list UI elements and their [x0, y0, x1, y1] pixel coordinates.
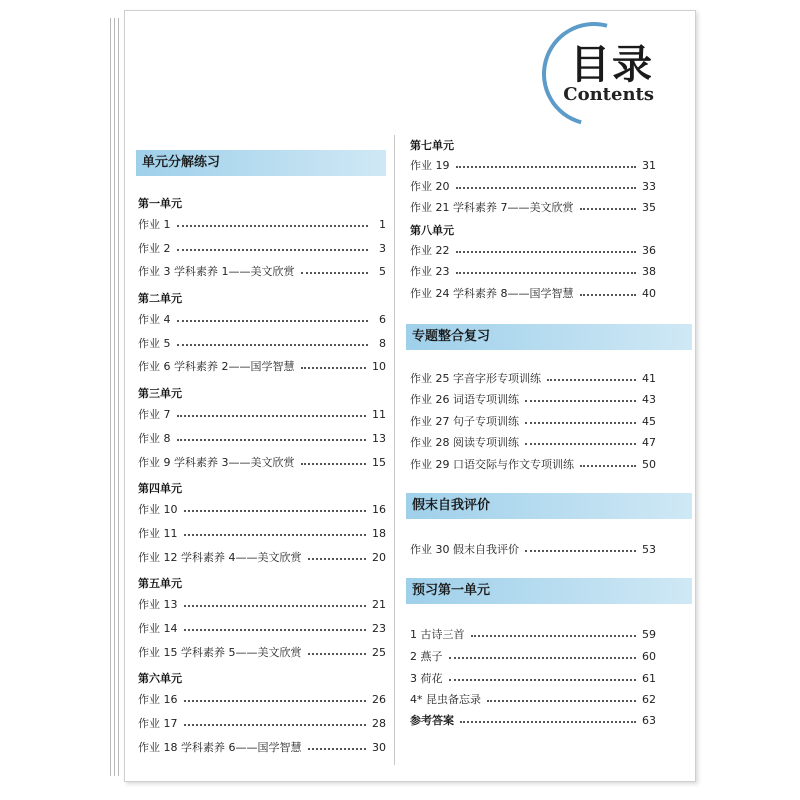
dot-leader — [449, 657, 637, 659]
toc-entry[interactable] — [410, 262, 656, 280]
toc-entry-label: 作业 30 假末自我评价 — [410, 543, 519, 556]
toc-entry-label: 作业 21 学科素养 7——美文欣赏 — [410, 201, 574, 214]
toc-entry[interactable] — [138, 310, 386, 328]
dot-leader — [308, 558, 367, 560]
dot-leader — [456, 272, 637, 274]
toc-entry-page: 50 — [642, 457, 656, 471]
toc-entry[interactable] — [138, 215, 386, 233]
toc-entry[interactable] — [138, 239, 386, 257]
dot-leader — [184, 700, 367, 702]
toc-entry-label: 作业 10 — [138, 503, 178, 516]
toc-entry[interactable] — [138, 429, 386, 447]
toc-entry-answers[interactable] — [410, 711, 656, 729]
toc-entry-label: 作业 7 — [138, 408, 171, 421]
toc-entry-label: 作业 27 句子专项训练 — [410, 415, 519, 428]
toc-entry-page: 36 — [642, 243, 656, 257]
toc-entry-label: 作业 2 — [138, 242, 171, 255]
answers-label: 参考答案 — [410, 714, 454, 727]
toc-entry[interactable] — [138, 524, 386, 542]
dot-leader — [177, 344, 369, 346]
toc-entry[interactable] — [138, 595, 386, 613]
toc-entry-page: 15 — [372, 455, 386, 469]
dot-leader — [184, 724, 367, 726]
dot-leader — [449, 679, 637, 681]
toc-entry[interactable] — [138, 738, 386, 756]
answers-page: 63 — [642, 713, 656, 727]
toc-entry-label: 作业 28 阅读专项训练 — [410, 436, 519, 449]
unit-heading: 第六单元 — [138, 672, 182, 685]
toc-entry-label: 作业 20 — [410, 180, 450, 193]
page-stack-edge — [114, 18, 117, 776]
toc-entry-label: 作业 19 — [410, 159, 450, 172]
dot-leader — [525, 443, 636, 445]
toc-entry-label: 作业 26 词语专项训练 — [410, 393, 519, 406]
toc-entry-label: 作业 3 学科素养 1——美文欣赏 — [138, 265, 295, 278]
toc-entry-page: 20 — [372, 550, 386, 564]
dot-leader — [525, 550, 636, 552]
toc-entry-page: 5 — [379, 264, 386, 278]
toc-entry[interactable] — [138, 453, 386, 471]
dot-leader — [580, 294, 637, 296]
toc-entry[interactable] — [410, 647, 656, 665]
toc-entry-label: 作业 23 — [410, 265, 450, 278]
unit-heading: 第八单元 — [410, 224, 454, 237]
dot-leader — [580, 208, 637, 210]
toc-entry-label: 2 燕子 — [410, 650, 443, 663]
toc-entry-page: 3 — [379, 241, 386, 255]
toc-entry[interactable] — [410, 177, 656, 195]
toc-entry[interactable] — [410, 241, 656, 259]
toc-entry-page: 18 — [372, 526, 386, 540]
toc-entry[interactable] — [410, 455, 656, 473]
dot-leader — [460, 721, 636, 723]
dot-leader — [184, 629, 367, 631]
toc-entry-page: 62 — [642, 692, 656, 706]
unit-heading: 第五单元 — [138, 577, 182, 590]
dot-leader — [525, 422, 636, 424]
unit-heading: 第三单元 — [138, 387, 182, 400]
page-stack-edge — [110, 18, 113, 776]
toc-entry[interactable] — [410, 412, 656, 430]
title-chinese: 目录 — [570, 42, 654, 88]
toc-entry-page: 13 — [372, 431, 386, 445]
dot-leader — [177, 249, 369, 251]
toc-entry-page: 41 — [642, 371, 656, 385]
dot-leader — [301, 463, 367, 465]
toc-entry-page: 47 — [642, 435, 656, 449]
toc-entry[interactable] — [410, 540, 656, 558]
toc-entry-label: 作业 16 — [138, 693, 178, 706]
toc-entry-label: 作业 29 口语交际与作文专项训练 — [410, 458, 574, 471]
toc-entry-label: 作业 4 — [138, 313, 171, 326]
toc-entry[interactable] — [138, 262, 386, 280]
section-bar-topic-review: 专题整合复习 — [406, 324, 692, 350]
toc-entry-page: 8 — [379, 336, 386, 350]
toc-entry[interactable] — [138, 500, 386, 518]
toc-entry[interactable] — [138, 357, 386, 375]
toc-entry[interactable] — [410, 625, 656, 643]
unit-heading: 第一单元 — [138, 197, 182, 210]
toc-entry[interactable] — [410, 156, 656, 174]
dot-leader — [184, 605, 367, 607]
toc-entry-label: 作业 18 学科素养 6——国学智慧 — [138, 741, 302, 754]
page-stack-edge — [118, 18, 121, 776]
dot-leader — [177, 415, 367, 417]
dot-leader — [547, 379, 636, 381]
dot-leader — [456, 251, 637, 253]
toc-entry-page: 23 — [372, 621, 386, 635]
dot-leader — [580, 465, 636, 467]
toc-entry-label: 3 荷花 — [410, 672, 443, 685]
toc-entry-label: 4* 昆虫备忘录 — [410, 693, 481, 706]
toc-entry-label: 作业 17 — [138, 717, 178, 730]
toc-entry[interactable] — [138, 548, 386, 566]
toc-entry-page: 35 — [642, 200, 656, 214]
section-bar-preview: 预习第一单元 — [406, 578, 692, 604]
dot-leader — [456, 187, 637, 189]
toc-entry-label: 作业 11 — [138, 527, 178, 540]
toc-entry-label: 作业 13 — [138, 598, 178, 611]
toc-entry-label: 作业 8 — [138, 432, 171, 445]
toc-entry-page: 33 — [642, 179, 656, 193]
dot-leader — [487, 700, 636, 702]
toc-entry-page: 38 — [642, 264, 656, 278]
toc-entry-page: 53 — [642, 542, 656, 556]
toc-entry-page: 59 — [642, 627, 656, 641]
toc-entry-label: 作业 5 — [138, 337, 171, 350]
toc-entry[interactable] — [410, 284, 656, 302]
toc-entry[interactable] — [410, 369, 656, 387]
dot-leader — [471, 635, 637, 637]
toc-entry-page: 61 — [642, 671, 656, 685]
toc-entry[interactable] — [410, 433, 656, 451]
section-bar-decomposition: 单元分解练习 — [136, 150, 386, 176]
toc-entry[interactable] — [138, 405, 386, 423]
toc-entry-page: 6 — [379, 312, 386, 326]
toc-entry-page: 31 — [642, 158, 656, 172]
dot-leader — [525, 400, 636, 402]
toc-entry[interactable] — [138, 334, 386, 352]
toc-entry-label: 作业 22 — [410, 244, 450, 257]
toc-entry-page: 21 — [372, 597, 386, 611]
toc-entry[interactable] — [410, 390, 656, 408]
unit-heading: 第二单元 — [138, 292, 182, 305]
toc-entry-page: 28 — [372, 716, 386, 730]
dot-leader — [308, 748, 367, 750]
toc-entry-label: 作业 14 — [138, 622, 178, 635]
dot-leader — [184, 534, 367, 536]
toc-entry[interactable] — [138, 714, 386, 732]
toc-entry[interactable] — [410, 690, 656, 708]
dot-leader — [456, 166, 637, 168]
toc-entry[interactable] — [410, 669, 656, 687]
section-bar-holiday: 假末自我评价 — [406, 493, 692, 519]
unit-heading: 第四单元 — [138, 482, 182, 495]
toc-entry-label: 作业 15 学科素养 5——美文欣赏 — [138, 646, 302, 659]
toc-entry-label: 作业 6 学科素养 2——国学智慧 — [138, 360, 295, 373]
dot-leader — [184, 510, 367, 512]
dot-leader — [177, 320, 369, 322]
toc-entry-page: 45 — [642, 414, 656, 428]
toc-entry[interactable] — [138, 643, 386, 661]
toc-entry[interactable] — [138, 619, 386, 637]
dot-leader — [177, 225, 369, 227]
title-english: Contents — [563, 84, 654, 105]
contents-title — [563, 42, 654, 105]
toc-entry-label: 作业 25 字音字形专项训练 — [410, 372, 541, 385]
toc-entry-page: 1 — [379, 217, 386, 231]
toc-entry-label: 1 古诗三首 — [410, 628, 465, 641]
toc-entry-label: 作业 1 — [138, 218, 171, 231]
toc-entry-page: 60 — [642, 649, 656, 663]
toc-entry-page: 16 — [372, 502, 386, 516]
dot-leader — [301, 272, 369, 274]
toc-entry-page: 10 — [372, 359, 386, 373]
unit-heading: 第七单元 — [410, 139, 454, 152]
dot-leader — [301, 367, 367, 369]
toc-entry-page: 43 — [642, 392, 656, 406]
toc-entry-label: 作业 12 学科素养 4——美文欣赏 — [138, 551, 302, 564]
toc-entry-page: 25 — [372, 645, 386, 659]
column-divider — [394, 135, 395, 765]
dot-leader — [308, 653, 367, 655]
toc-entry-page: 40 — [642, 286, 656, 300]
toc-entry-page: 26 — [372, 692, 386, 706]
toc-entry[interactable] — [138, 690, 386, 708]
toc-entry-label: 作业 9 学科素养 3——美文欣赏 — [138, 456, 295, 469]
toc-entry-page: 30 — [372, 740, 386, 754]
toc-entry[interactable] — [410, 198, 656, 216]
toc-entry-label: 作业 24 学科素养 8——国学智慧 — [410, 287, 574, 300]
toc-entry-page: 11 — [372, 407, 386, 421]
dot-leader — [177, 439, 367, 441]
